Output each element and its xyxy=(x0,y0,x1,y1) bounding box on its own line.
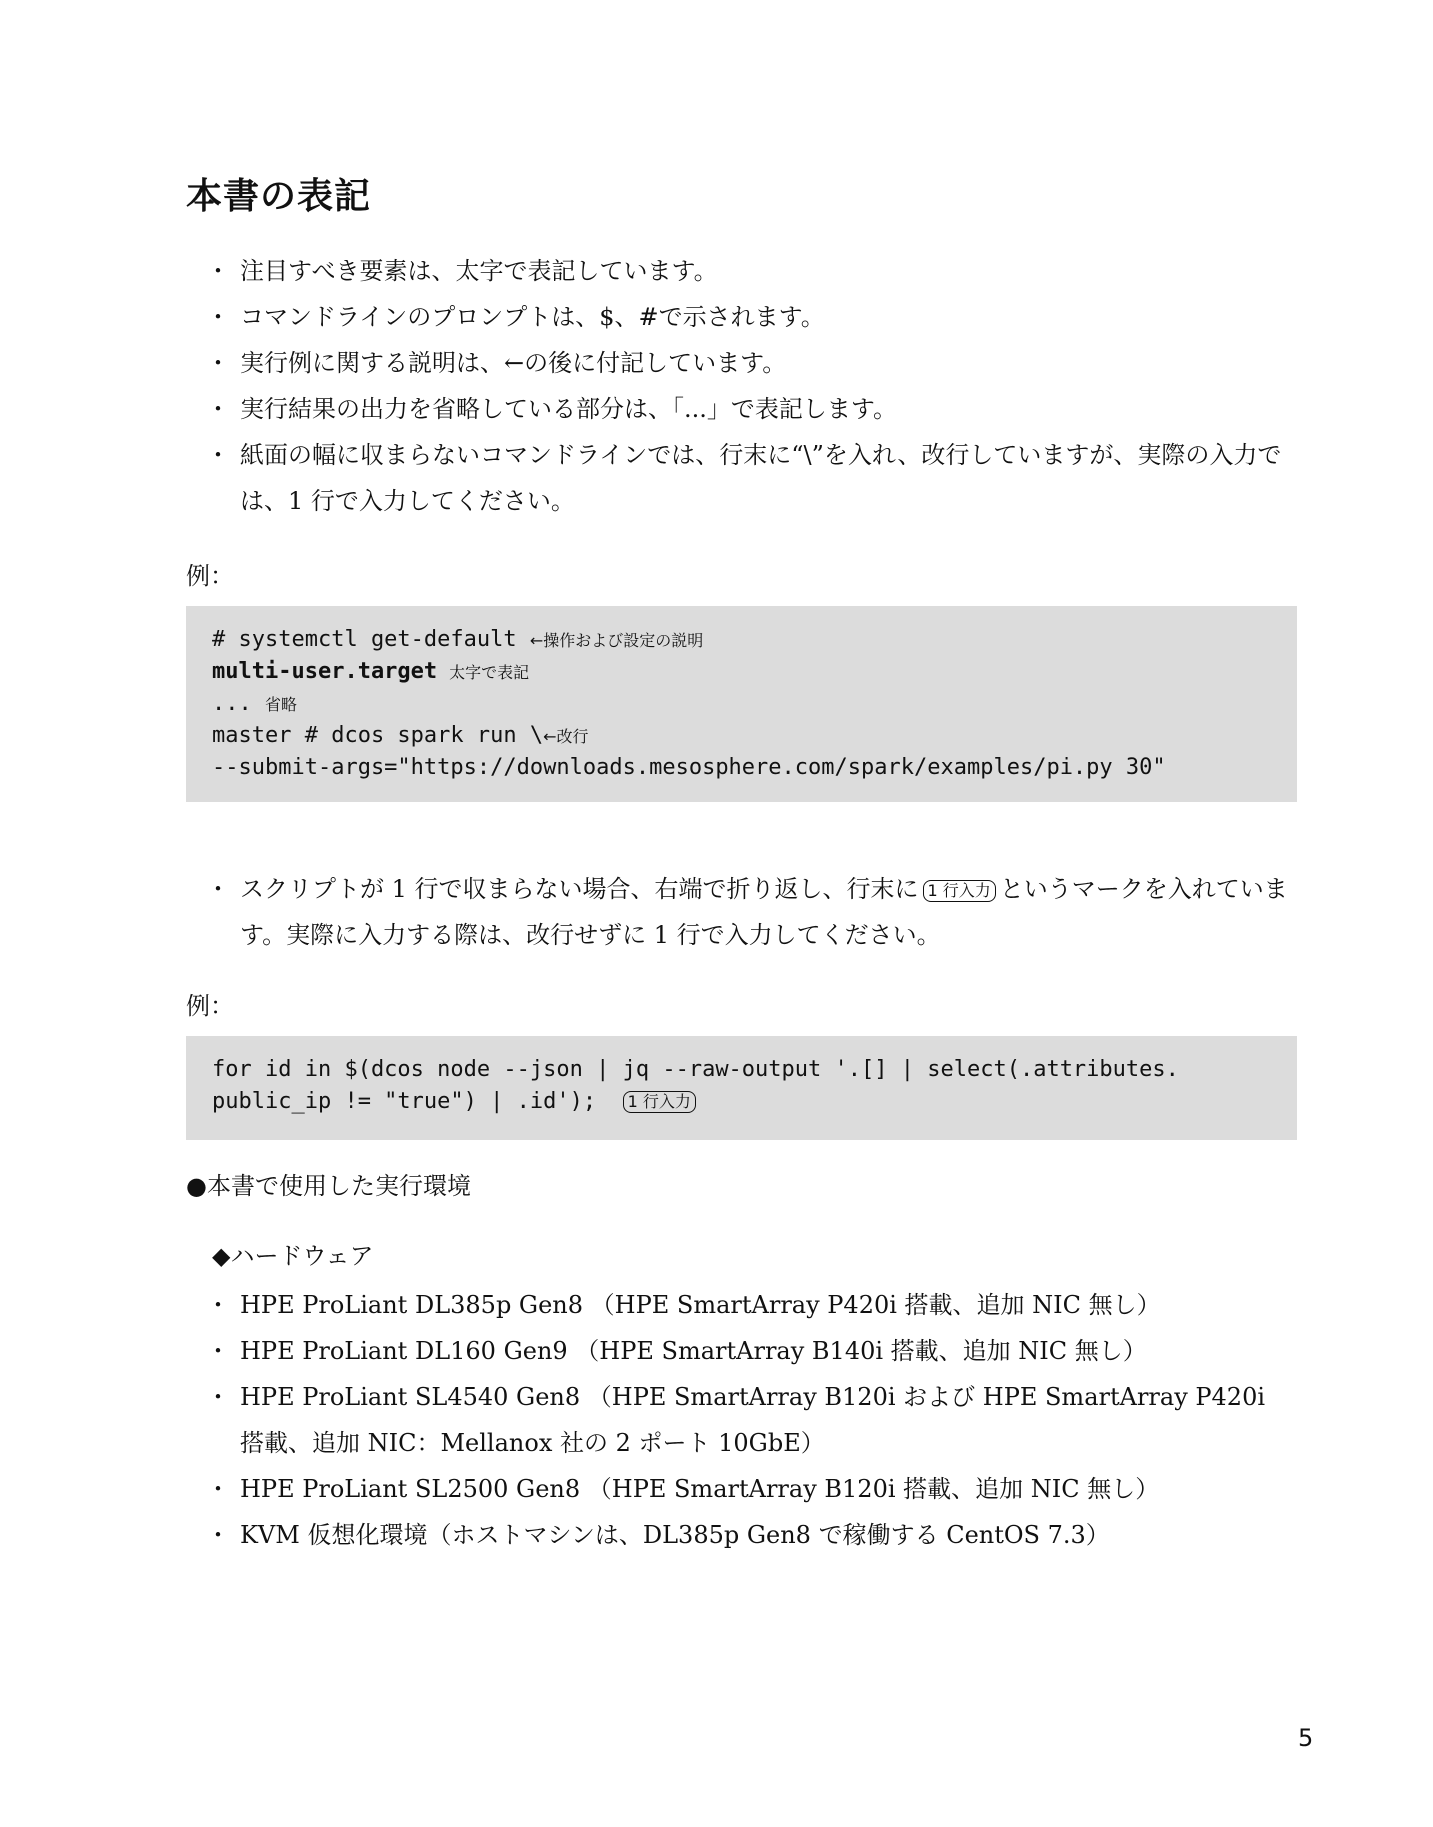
notation-item: ・ 紙面の幅に収まらないコマンドラインでは、行末に“\”を入れ、改行していますが、実際の入力では、1 行で入力してください。 xyxy=(216,432,1296,524)
one-line-input-mark: 1 行入力 xyxy=(923,880,996,902)
code-line xyxy=(212,1054,1271,1086)
script-note-text: スクリプトが 1 行で収まらない場合、右端で折り返し、行末に xyxy=(240,875,919,903)
notation-item: ・ コマンドラインのプロンプトは、$、#で示されます。 xyxy=(216,294,1296,340)
notation-item: ・ 注目すべき要素は、太字で表記しています。 xyxy=(216,248,1296,294)
code-text: ... xyxy=(212,691,265,716)
code-text: for id in $(dcos node --json | jq --raw-output '.[] | select(.attributes. xyxy=(212,1057,1179,1082)
code-annotation: ←操作および設定の説明 xyxy=(529,631,704,650)
code-annotation: ←改行 xyxy=(543,727,589,746)
code-line xyxy=(212,752,1271,784)
code-line xyxy=(212,1086,1271,1118)
script-note-text: というマークを入れています。実際に入力する際は、改行せずに 1 行で入力してください。 xyxy=(240,875,1288,949)
code-line xyxy=(212,624,1271,656)
notation-list xyxy=(216,248,1296,524)
code-example-2 xyxy=(186,1036,1297,1140)
hardware-item: ・ HPE ProLiant DL160 Gen9 （HPE SmartArray B140i 搭載、追加 NIC 無し） xyxy=(216,1328,1296,1374)
code-text: # systemctl get-default xyxy=(212,627,530,652)
hardware-heading: ◆ハードウェア xyxy=(212,1242,374,1270)
hardware-item: ・ KVM 仮想化環境（ホストマシンは、DL385p Gen8 で稼働する CentOS 7.3） xyxy=(216,1512,1296,1558)
code-line xyxy=(212,688,1271,720)
one-line-input-mark: 1 行入力 xyxy=(623,1091,696,1113)
notation-item: ・ 実行例に関する説明は、←の後に付記しています。 xyxy=(216,340,1296,386)
example-label: 例： xyxy=(186,562,234,590)
page-number: 5 xyxy=(1298,1724,1314,1752)
code-text: --submit-args="https://downloads.mesosphere.com/spark/examples/pi.py 30" xyxy=(212,755,1166,780)
notation-item: ・ 実行結果の出力を省略している部分は、「...」で表記します。 xyxy=(216,386,1296,432)
hardware-item: ・ HPE ProLiant DL385p Gen8 （HPE SmartArray P420i 搭載、追加 NIC 無し） xyxy=(216,1282,1296,1328)
code-text: master # dcos spark run \ xyxy=(212,723,544,748)
code-example-1 xyxy=(186,606,1297,802)
section-title: 本書の表記 xyxy=(186,176,372,217)
script-note-item xyxy=(216,866,1296,958)
code-line xyxy=(212,720,1271,752)
code-text: public_ip != "true") | .id'); xyxy=(212,1089,623,1114)
hardware-list xyxy=(216,1282,1296,1558)
example-label: 例： xyxy=(186,992,234,1020)
code-text-bold: multi-user.target xyxy=(212,659,438,684)
environment-heading: ●本書で使用した実行環境 xyxy=(186,1172,471,1200)
code-annotation: 省略 xyxy=(264,695,297,714)
code-line xyxy=(212,656,1271,688)
code-annotation: 太字で表記 xyxy=(449,663,530,682)
hardware-item: ・ HPE ProLiant SL2500 Gen8 （HPE SmartArray B120i 搭載、追加 NIC 無し） xyxy=(216,1466,1296,1512)
hardware-item: ・ HPE ProLiant SL4540 Gen8 （HPE SmartArray B120i および HPE SmartArray P420i 搭載、追加 NIC：Mellanox 社の 2 ポート 10GbE） xyxy=(216,1374,1296,1466)
script-note-list xyxy=(216,866,1296,958)
